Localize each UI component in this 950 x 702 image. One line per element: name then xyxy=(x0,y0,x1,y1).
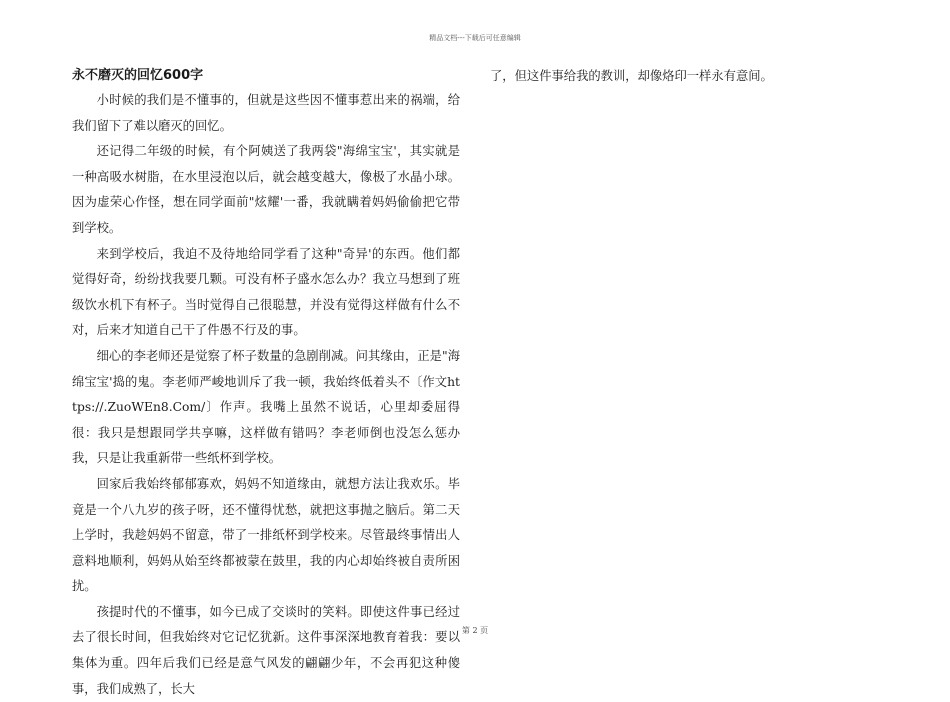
left-column xyxy=(72,64,460,702)
page-header: 精品文档---下载后可任意编辑 xyxy=(429,34,521,42)
right-column xyxy=(490,64,880,90)
paragraph: 小时候的我们是不懂事的，但就是这些因不懂事惹出来的祸端，给我们留下了难以磨灭的回忆。 xyxy=(72,93,460,133)
paragraph: 回家后我始终郁郁寡欢，妈妈不知道缘由，就想方法让我欢乐。毕竟是一个八九岁的孩子呀，还不懂得忧愁，就把这事抛之脑后。第二天上学时，我趁妈妈不留意，带了一排纸杯到学校来。尽管最终事情出人意料地顺利，妈妈从始至终都被蒙在鼓里，我的内心却始终被自责所困扰。 xyxy=(72,476,460,594)
paragraph-continuation: 了，但这件事给我的教训，却像烙印一样永有意间。 xyxy=(490,69,773,83)
page-number: 第 2 页 xyxy=(461,626,489,635)
article-title: 永不磨灭的回忆600字 xyxy=(72,68,204,83)
paragraph: 孩提时代的不懂事，如今已成了交谈时的笑料。即使这件事已经过去了很长时间，但我始终对它记忆犹新。这件事深深地教育着我：要以集体为重。四年后我们已经是意气风发的翩翩少年，不会再犯这种傻事，我们成熟了，长大 xyxy=(72,604,460,696)
paragraph: 还记得二年级的时候，有个阿姨送了我两袋"海绵宝宝'，其实就是一种高吸水树脂，在水里浸泡以后，就会越变越大，像极了水晶小球。因为虚荣心作怪，想在同学面前"炫耀'一番，我就瞒着妈妈偷偷把它带到学校。 xyxy=(72,144,460,235)
paragraph: 来到学校后，我迫不及待地给同学看了这种"奇异'的东西。他们都觉得好奇，纷纷找我要几颗。可没有杯子盛水怎么办？我立马想到了班级饮水机下有杯子。当时觉得自己很聪慧，并没有觉得这样做有什么不对，后来才知道自己干了件愚不行及的事。 xyxy=(72,246,460,338)
paragraph: 细心的李老师还是觉察了杯子数量的急剧削减。问其缘由，正是"海绵宝宝'捣的鬼。李老师严峻地训斥了我一顿，我始终低着头不〔作文https://.ZuoWEn8.Com/〕作声。我嘴上虽然不说话，心里却委屈得很：我只是想跟同学共享嘛，这样做有错吗？李老师倒也没怎么惩办我，只是让我重新带一些纸杯到学校。 xyxy=(72,348,460,466)
